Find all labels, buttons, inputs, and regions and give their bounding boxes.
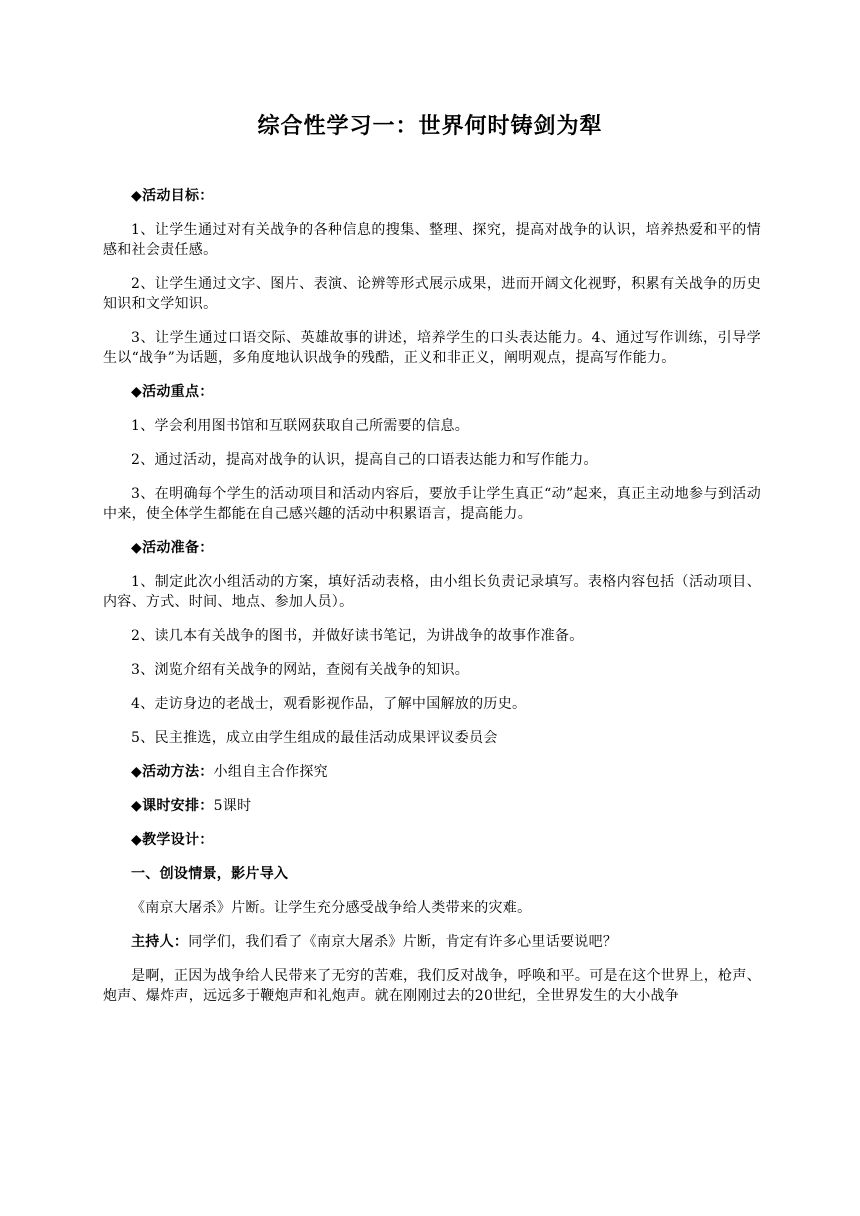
goal-item-3: 3、让学生通过口语交际、英雄故事的讲述，培养学生的口头表达能力。4、通过写作训练，引导学生以“战争”为话题，多角度地认识战争的残酷，正义和非正义，阐明观点，提高写作能力。 [103,330,761,366]
section1-para-1: 《南京大屠杀》片断。让学生充分感受战争给人类带来的灾难。 [131,900,532,916]
method-line [103,762,761,782]
schedule-text: 5课时 [213,798,252,814]
design-heading: ◆教学设计： [131,832,214,848]
host-line [103,932,761,952]
prep-item-3: 3、浏览介绍有关战争的网站，查阅有关战争的知识。 [131,662,470,678]
host-text: 同学们，我们看了《南京大屠杀》片断，肯定有许多心里话要说吧？ [188,934,618,950]
key-item-1: 1、学会利用图书馆和互联网获取自己所需要的信息。 [131,418,470,434]
method-heading: ◆活动方法： [131,764,214,780]
key-item-3: 3、在明确每个学生的活动项目和活动内容后，要放手让学生真正“动”起来，真正主动地参与到活动中来，使全体学生都能在自己感兴趣的活动中积累语言，提高能力。 [103,486,761,522]
document-title: 综合性学习一：世界何时铸剑为犁 [257,114,603,139]
document-body [103,186,761,1020]
goal-item-2: 2、让学生通过文字、图片、表演、论辨等形式展示成果，进而开阔文化视野，积累有关战争的历史知识和文学知识。 [103,276,761,312]
schedule-line [103,796,761,816]
goal-item-1: 1、让学生通过对有关战争的各种信息的搜集、整理、探究，提高对战争的认识，培养热爱和平的情感和社会责任感。 [103,222,761,258]
prep-item-5: 5、民主推选，成立由学生组成的最佳活动成果评议委员会 [131,730,498,746]
host-label: 主持人： [131,934,189,950]
schedule-heading: ◆课时安排： [131,798,214,814]
section1-heading: 一、创设情景，影片导入 [131,866,289,882]
goals-heading: ◆活动目标： [131,188,214,204]
key-item-2: 2、通过活动，提高对战争的认识，提高自己的口语表达能力和写作能力。 [131,452,598,468]
prep-item-1: 1、制定此次小组活动的方案，填好活动表格，由小组长负责记录填写。表格内容包括（活动项目、内容、方式、时间、地点、参加人员）。 [103,574,761,610]
section1-para-3: 是啊，正因为战争给人民带来了无穷的苦难，我们反对战争，呼唤和平。可是在这个世界上，枪声、炮声、爆炸声，远远多于鞭炮声和礼炮声。就在刚刚过去的20世纪，全世界发生的大小战争 [103,968,761,1004]
prep-item-2: 2、读几本有关战争的图书，并做好读书笔记，为讲战争的故事作准备。 [131,628,584,644]
prep-heading: ◆活动准备： [131,540,214,556]
keys-heading: ◆活动重点： [131,384,214,400]
method-text: 小组自主合作探究 [213,764,328,780]
prep-item-4: 4、走访身边的老战士，观看影视作品，了解中国解放的历史。 [131,696,527,712]
